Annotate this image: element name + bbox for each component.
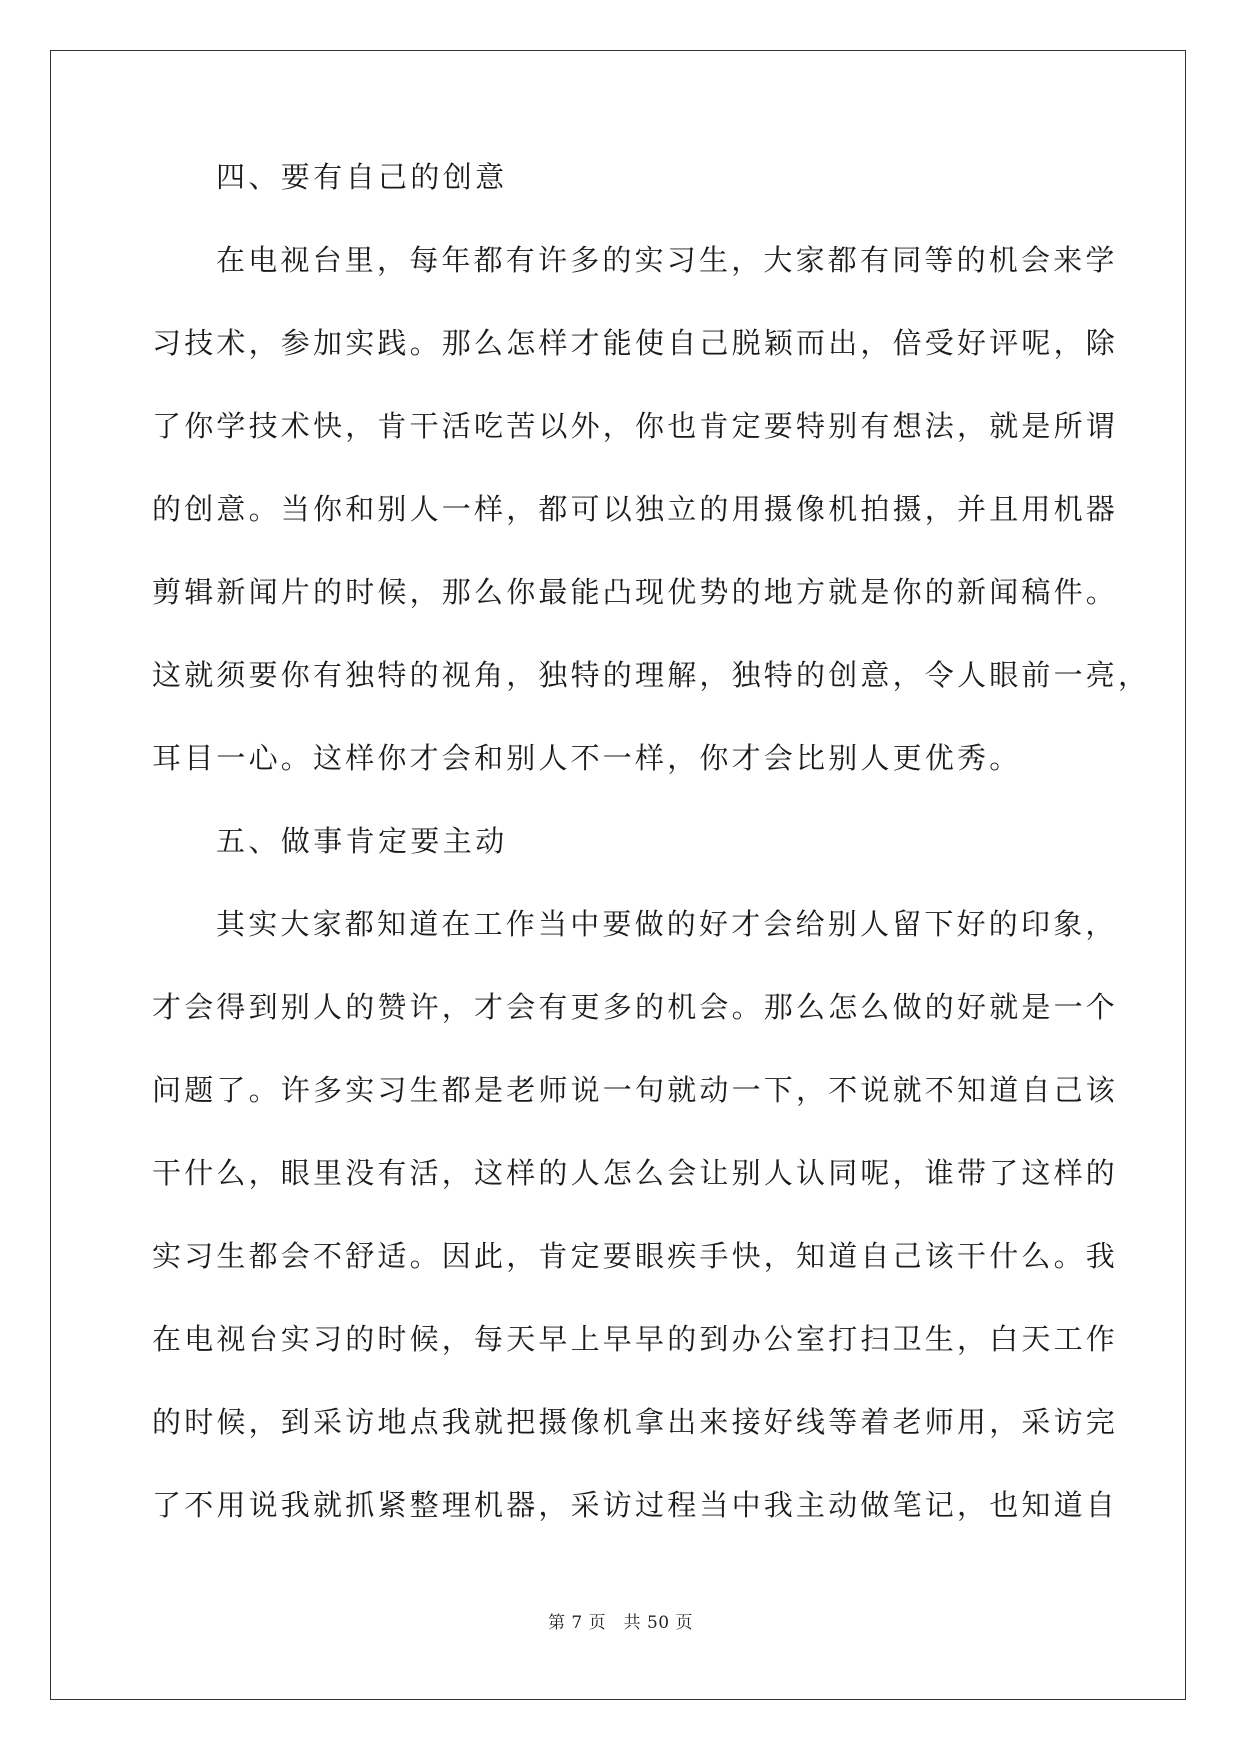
paragraph-line: 了不用说我就抓紧整理机器，采访过程当中我主动做笔记，也知道自: [152, 1488, 1119, 1522]
section-heading-5: 五、做事肯定要主动: [216, 824, 508, 858]
paragraph-line: 干什么，眼里没有活，这样的人怎么会让别人认同呢，谁带了这样的: [152, 1156, 1119, 1190]
paragraph-line: 这就须要你有独特的视角，独特的理解，独特的创意，令人眼前一亮，: [152, 658, 1151, 692]
paragraph-line: 了你学技术快，肯干活吃苦以外，你也肯定要特别有想法，就是所谓: [152, 409, 1119, 443]
paragraph-line: 才会得到别人的赞许，才会有更多的机会。那么怎么做的好就是一个: [152, 990, 1119, 1024]
paragraph-line: 剪辑新闻片的时候，那么你最能凸现优势的地方就是你的新闻稿件。: [152, 575, 1119, 609]
document-body: [152, 160, 1151, 1571]
paragraph-line: 习技术，参加实践。那么怎样才能使自己脱颖而出，倍受好评呢，除: [152, 326, 1119, 360]
paragraph-line: 问题了。许多实习生都是老师说一句就动一下，不说就不知道自己该: [152, 1073, 1119, 1107]
paragraph-line: 在电视台实习的时候，每天早上早早的到办公室打扫卫生，白天工作: [152, 1322, 1119, 1356]
paragraph-line: 其实大家都知道在工作当中要做的好才会给别人留下好的印象，: [216, 907, 1118, 941]
paragraph-line: 耳目一心。这样你才会和别人不一样，你才会比别人更优秀。: [152, 741, 1022, 775]
paragraph-line: 实习生都会不舒适。因此，肯定要眼疾手快，知道自己该干什么。我: [152, 1239, 1119, 1273]
page-number-footer: 第 7 页 共 50 页: [547, 1613, 694, 1633]
paragraph-line: 的创意。当你和别人一样，都可以独立的用摄像机拍摄，并且用机器: [152, 492, 1119, 526]
paragraph-line: 在电视台里，每年都有许多的实习生，大家都有同等的机会来学: [216, 243, 1118, 277]
section-heading-4: 四、要有自己的创意: [216, 160, 508, 194]
paragraph-line: 的时候，到采访地点我就把摄像机拿出来接好线等着老师用，采访完: [152, 1405, 1119, 1439]
